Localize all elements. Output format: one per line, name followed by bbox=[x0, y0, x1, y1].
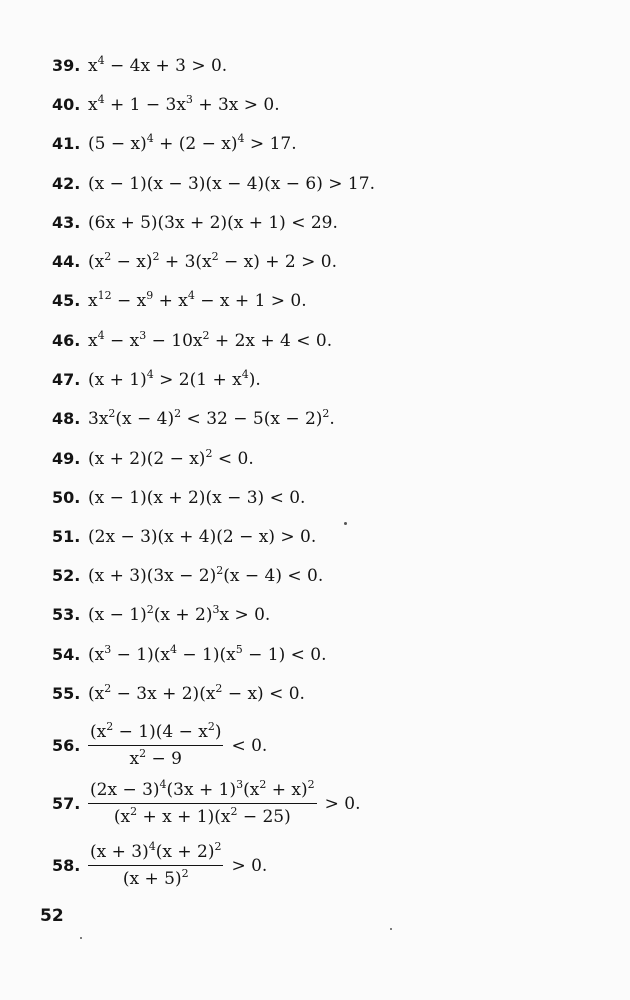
exponent: 3 bbox=[139, 329, 147, 342]
relation: > 0. bbox=[231, 855, 268, 876]
expression-text: (2x − 3)(x + 4)(2 − x) > 0. bbox=[88, 527, 317, 547]
exponent: 2 bbox=[104, 682, 112, 695]
inequality bbox=[88, 252, 337, 272]
problem-47 bbox=[52, 368, 261, 390]
numerator bbox=[88, 780, 317, 804]
expression-text: (x + 3) bbox=[90, 842, 149, 862]
page-number: 52 bbox=[40, 906, 64, 926]
exponent: 2 bbox=[307, 778, 315, 791]
problem-42 bbox=[52, 176, 375, 193]
exponent: 12 bbox=[97, 289, 112, 302]
exponent: 2 bbox=[139, 747, 147, 760]
exponent: 3 bbox=[104, 643, 112, 656]
problem-number: 43. bbox=[52, 213, 81, 232]
problem-44 bbox=[52, 250, 338, 272]
expression-text: − x bbox=[104, 331, 140, 351]
denominator bbox=[123, 866, 189, 889]
problem-45 bbox=[52, 289, 307, 311]
expression-text: + 2x + 4 < 0. bbox=[209, 331, 333, 351]
expression-text: − 3x + 2)(x bbox=[111, 684, 216, 704]
denominator bbox=[114, 804, 291, 827]
print-speck bbox=[344, 522, 347, 525]
problem-48 bbox=[52, 407, 335, 429]
problem-number: 46. bbox=[52, 331, 81, 350]
expression-text: (x − 4) < 0. bbox=[223, 566, 324, 586]
expression-text: (x − 1)(x − 3)(x − 4)(x − 6) > 17. bbox=[88, 174, 375, 194]
expression-text: − 4x + 3 > 0. bbox=[104, 56, 228, 76]
exponent: 2 bbox=[215, 682, 223, 695]
inequality bbox=[88, 527, 316, 547]
problem-number: 42. bbox=[52, 174, 81, 193]
exponent: 4 bbox=[237, 132, 245, 145]
expression-text: − 25) bbox=[237, 807, 291, 827]
expression-text: + 3(x bbox=[159, 252, 212, 272]
problem-number: 40. bbox=[52, 95, 81, 114]
exponent: 4 bbox=[146, 368, 154, 381]
expression-text: (x + 5) bbox=[122, 869, 182, 889]
problem-52 bbox=[52, 564, 324, 586]
exponent: 2 bbox=[322, 407, 330, 420]
problem-53 bbox=[52, 603, 271, 625]
problem-57 bbox=[52, 780, 360, 827]
inequality bbox=[88, 213, 338, 233]
exponent: 4 bbox=[187, 289, 195, 302]
exponent: 4 bbox=[146, 132, 154, 145]
expression-text: (6x + 5)(3x + 2)(x + 1) < 29. bbox=[88, 213, 338, 233]
expression-text: − x bbox=[111, 291, 147, 311]
problem-39 bbox=[52, 54, 228, 76]
expression-text: − x) < 0. bbox=[222, 684, 305, 704]
expression-text: < 0. bbox=[212, 449, 254, 469]
problem-number: 50. bbox=[52, 488, 81, 507]
exponent: 2 bbox=[259, 778, 267, 791]
problem-58 bbox=[52, 842, 267, 889]
exponent: 2 bbox=[207, 720, 215, 733]
expression-text: (x + 3)(3x − 2) bbox=[88, 566, 217, 586]
inequality bbox=[88, 331, 332, 351]
problem-number: 54. bbox=[52, 645, 81, 664]
expression-text: (x + 2) bbox=[155, 842, 215, 862]
denominator bbox=[130, 746, 182, 769]
problem-number: 53. bbox=[52, 605, 81, 624]
problem-number: 44. bbox=[52, 252, 81, 271]
print-speck bbox=[80, 937, 82, 939]
exponent: 2 bbox=[104, 250, 112, 263]
exponent: 2 bbox=[146, 603, 154, 616]
fraction bbox=[88, 842, 223, 889]
problem-number: 58. bbox=[52, 856, 81, 875]
expression-text: x bbox=[88, 56, 98, 76]
inequality bbox=[88, 95, 280, 115]
inequality bbox=[88, 645, 326, 665]
exponent: 4 bbox=[148, 840, 156, 853]
relation: > 0. bbox=[324, 793, 361, 814]
problem-number: 57. bbox=[52, 794, 81, 813]
expression-text: x bbox=[88, 331, 98, 351]
expression-text: x bbox=[129, 749, 140, 769]
exponent: 2 bbox=[214, 840, 222, 853]
expression-text: x bbox=[88, 291, 98, 311]
expression-text: + x) bbox=[266, 780, 308, 800]
exponent: 4 bbox=[97, 329, 105, 342]
problem-number: 52. bbox=[52, 566, 81, 585]
numerator bbox=[88, 722, 223, 746]
exponent: 4 bbox=[97, 54, 105, 67]
exponent: 4 bbox=[97, 93, 105, 106]
problem-number: 51. bbox=[52, 527, 81, 546]
expression-text: ). bbox=[248, 370, 261, 390]
numerator bbox=[88, 842, 223, 866]
exponent: 2 bbox=[211, 250, 219, 263]
problem-51 bbox=[52, 529, 316, 546]
exponent: 2 bbox=[174, 407, 182, 420]
expression-text: + 3x > 0. bbox=[192, 95, 280, 115]
expression-text: (2x − 3) bbox=[90, 780, 160, 800]
exponent: 2 bbox=[152, 250, 160, 263]
problem-49 bbox=[52, 447, 254, 469]
expression-text: (x bbox=[88, 645, 105, 665]
expression-text: < 32 − 5(x − 2) bbox=[181, 409, 323, 429]
expression-text: − 1)(4 − x bbox=[113, 722, 208, 742]
inequality bbox=[88, 370, 261, 390]
expression-text: (x + 2)(2 − x) bbox=[88, 449, 206, 469]
problem-number: 41. bbox=[52, 134, 81, 153]
problem-43 bbox=[52, 215, 338, 232]
expression-text: (x bbox=[90, 722, 107, 742]
expression-text: > 2(1 + x bbox=[153, 370, 242, 390]
expression-text: + x + 1)(x bbox=[137, 807, 231, 827]
problem-number: 47. bbox=[52, 370, 81, 389]
expression-text: (x + 2) bbox=[153, 605, 213, 625]
problem-40 bbox=[52, 93, 280, 115]
problem-41 bbox=[52, 132, 297, 154]
expression-text: (x − 1) bbox=[88, 605, 147, 625]
exponent: 3 bbox=[185, 93, 193, 106]
inequality bbox=[88, 134, 297, 154]
problem-46 bbox=[52, 329, 333, 351]
expression-text: 3x bbox=[88, 409, 109, 429]
expression-text: . bbox=[329, 409, 335, 429]
problem-56 bbox=[52, 722, 267, 769]
expression-text: − x) + 2 > 0. bbox=[218, 252, 338, 272]
exponent: 2 bbox=[205, 447, 213, 460]
exponent: 9 bbox=[146, 289, 154, 302]
exponent: 4 bbox=[159, 778, 167, 791]
expression-text: x > 0. bbox=[219, 605, 271, 625]
expression-text: (3x + 1) bbox=[166, 780, 237, 800]
inequality bbox=[88, 174, 375, 194]
inequality bbox=[88, 409, 335, 429]
expression-text: (x − 1)(x + 2)(x − 3) < 0. bbox=[88, 488, 306, 508]
problem-number: 49. bbox=[52, 449, 81, 468]
exponent: 3 bbox=[212, 603, 220, 616]
problem-number: 56. bbox=[52, 736, 81, 755]
inequality bbox=[88, 56, 227, 76]
problem-number: 48. bbox=[52, 409, 81, 428]
expression-text: − 1) < 0. bbox=[242, 645, 327, 665]
inequality bbox=[88, 684, 305, 704]
expression-text: (x bbox=[243, 780, 260, 800]
inequality bbox=[88, 291, 307, 311]
expression-text: − x) bbox=[111, 252, 153, 272]
fraction bbox=[88, 722, 223, 769]
expression-text: − x + 1 > 0. bbox=[194, 291, 307, 311]
expression-text: − 9 bbox=[146, 749, 182, 769]
expression-text: > 17. bbox=[244, 134, 297, 154]
inequality bbox=[88, 488, 305, 508]
expression-text: + x bbox=[153, 291, 188, 311]
expression-text: (x bbox=[113, 807, 131, 827]
expression-text: x bbox=[88, 95, 98, 115]
expression-text: (x − 4) bbox=[115, 409, 175, 429]
exponent: 2 bbox=[106, 720, 114, 733]
expression-text: (x + 1) bbox=[88, 370, 147, 390]
print-speck bbox=[390, 928, 392, 930]
exponent: 2 bbox=[216, 564, 224, 577]
exponent: 4 bbox=[169, 643, 177, 656]
expression-text: − 1)(x bbox=[111, 645, 170, 665]
problem-number: 45. bbox=[52, 291, 81, 310]
expression-text: (5 − x) bbox=[88, 134, 147, 154]
problem-54 bbox=[52, 643, 327, 665]
problem-number: 55. bbox=[52, 684, 81, 703]
exponent: 2 bbox=[202, 329, 210, 342]
exponent: 2 bbox=[181, 867, 189, 880]
exponent: 5 bbox=[235, 643, 243, 656]
problem-55 bbox=[52, 682, 305, 704]
exponent: 4 bbox=[241, 368, 249, 381]
fraction bbox=[88, 780, 317, 827]
expression-text: − 10x bbox=[146, 331, 203, 351]
relation: < 0. bbox=[231, 735, 268, 756]
expression-text: (x bbox=[88, 252, 105, 272]
exponent: 2 bbox=[130, 805, 138, 818]
problem-number: 39. bbox=[52, 56, 81, 75]
expression-text: − 1)(x bbox=[176, 645, 236, 665]
exponent: 2 bbox=[230, 805, 238, 818]
expression-text: ) bbox=[214, 722, 222, 742]
expression-text: (x bbox=[88, 684, 105, 704]
expression-text: + 1 − 3x bbox=[104, 95, 186, 115]
inequality bbox=[88, 605, 270, 625]
problem-50 bbox=[52, 490, 305, 507]
inequality bbox=[88, 566, 323, 586]
exponent: 2 bbox=[108, 407, 116, 420]
expression-text: + (2 − x) bbox=[153, 134, 238, 154]
exponent: 3 bbox=[236, 778, 244, 791]
inequality bbox=[88, 449, 254, 469]
